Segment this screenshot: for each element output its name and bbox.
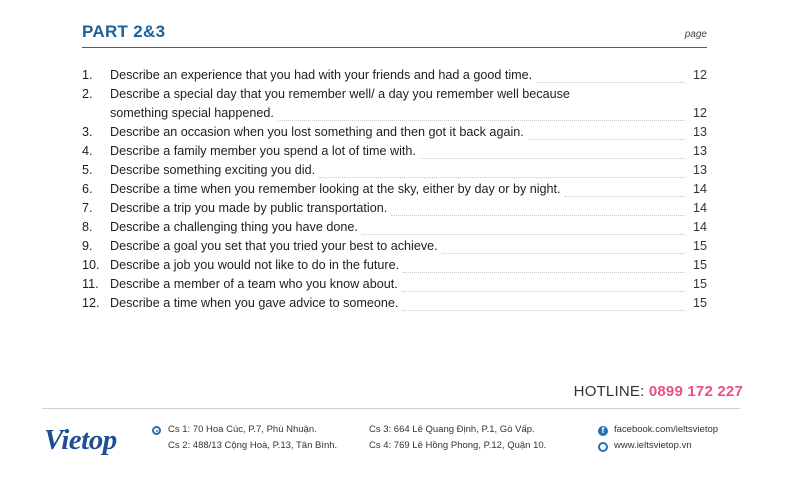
toc-page-number: 13	[692, 144, 707, 158]
toc-number: 5.	[82, 163, 93, 177]
toc-number: 1.	[82, 68, 93, 82]
hotline-label: HOTLINE:	[573, 383, 649, 400]
location-pin-icon	[152, 426, 161, 435]
toc-leader-rule	[391, 215, 685, 216]
toc-text-line: Describe a job you would not like to do in the future.	[110, 258, 400, 272]
toc-number: 6.	[82, 182, 93, 196]
toc-number: 11.	[82, 277, 99, 291]
toc-number: 8.	[82, 220, 93, 234]
facebook-icon: f	[598, 426, 608, 436]
toc-row	[82, 237, 707, 256]
toc-page-number: 15	[692, 258, 707, 272]
toc-text	[110, 85, 680, 123]
toc-number: 7.	[82, 201, 93, 215]
toc-page-number: 15	[692, 239, 707, 253]
toc-row	[82, 142, 707, 161]
toc-row	[82, 256, 707, 275]
toc-page-number: 13	[692, 163, 707, 177]
toc-leader-rule	[319, 177, 685, 178]
toc-number: 4.	[82, 144, 93, 158]
toc-text-line: Describe a family member you spend a lot of time with.	[110, 144, 416, 158]
toc-page-number: 14	[692, 220, 707, 234]
toc-page-number: 13	[692, 125, 707, 139]
toc-leader-rule	[420, 158, 685, 159]
toc-row	[82, 199, 707, 218]
table-of-contents	[82, 66, 707, 313]
toc-number: 2.	[82, 87, 93, 101]
toc-text-line: Describe a challenging thing you have done.	[110, 220, 358, 234]
address-cs3: Cs 3: 664 Lê Quang Định, P.1, Gò Vấp.	[369, 424, 535, 435]
toc-page-number: 15	[692, 277, 707, 291]
toc-page-number: 15	[692, 296, 707, 310]
toc-leader-rule	[402, 310, 685, 311]
section-title: PART 2&3	[82, 22, 166, 41]
toc-page-number: 14	[692, 201, 707, 215]
toc-leader-rule	[362, 234, 685, 235]
toc-text-line: Describe a special day that you remember well/ a day you remember well because	[110, 87, 570, 101]
address-cs2: Cs 2: 488/13 Cộng Hoà, P.13, Tân Bình.	[168, 440, 338, 451]
toc-page-number: 12	[692, 68, 707, 82]
toc-row	[82, 180, 707, 199]
toc-row	[82, 294, 707, 313]
address-cs4: Cs 4: 769 Lê Hồng Phong, P.12, Quận 10.	[369, 440, 547, 451]
toc-text-line: Describe an occasion when you lost something and then got it back again.	[110, 125, 524, 139]
header-divider	[82, 47, 707, 48]
toc-leader-rule	[536, 82, 685, 83]
hotline	[574, 383, 743, 400]
toc-number: 10.	[82, 258, 100, 272]
toc-leader-rule	[442, 253, 685, 254]
vietop-logo: Vietop	[44, 424, 117, 456]
toc-text-line: Describe a goal you set that you tried your best to achieve.	[110, 239, 438, 253]
toc-row	[82, 123, 707, 142]
toc-row	[82, 275, 707, 294]
toc-row	[82, 66, 707, 85]
toc-text-line: something special happened.	[110, 106, 274, 120]
toc-row	[82, 85, 707, 123]
hotline-number[interactable]: 0899 172 227	[648, 383, 743, 400]
toc-leader-rule	[402, 291, 685, 292]
toc-row	[82, 161, 707, 180]
toc-text-line: Describe an experience that you had with your friends and had a good time.	[110, 68, 533, 82]
address-cs1: Cs 1: 70 Hoa Cúc, P.7, Phú Nhuận.	[168, 424, 317, 435]
toc-text-line: Describe something exciting you did.	[110, 163, 316, 177]
toc-leader-rule	[528, 139, 685, 140]
toc-number: 3.	[82, 125, 93, 139]
toc-text-line: Describe a trip you made by public transportation.	[110, 201, 388, 215]
toc-number: 12.	[82, 296, 100, 310]
page-header	[82, 22, 707, 46]
toc-text-line: Describe a member of a team who you know about.	[110, 277, 398, 291]
toc-text-line: Describe a time when you gave advice to someone.	[110, 296, 399, 310]
toc-page-number: 14	[692, 182, 707, 196]
toc-leader-rule	[403, 272, 685, 273]
footer-divider	[42, 408, 740, 409]
toc-page-number: 12	[692, 106, 707, 120]
page-column-label: page	[684, 29, 707, 40]
website-link[interactable]: www.ieltsvietop.vn	[614, 440, 692, 451]
toc-leader-rule	[278, 120, 685, 121]
toc-number: 9.	[82, 239, 93, 253]
facebook-link[interactable]: facebook.com/ieltsvietop	[614, 424, 719, 435]
toc-leader-rule	[565, 196, 685, 197]
toc-text-line: Describe a time when you remember looking at the sky, either by day or by night.	[110, 182, 561, 196]
globe-icon	[598, 442, 608, 452]
toc-row	[82, 218, 707, 237]
